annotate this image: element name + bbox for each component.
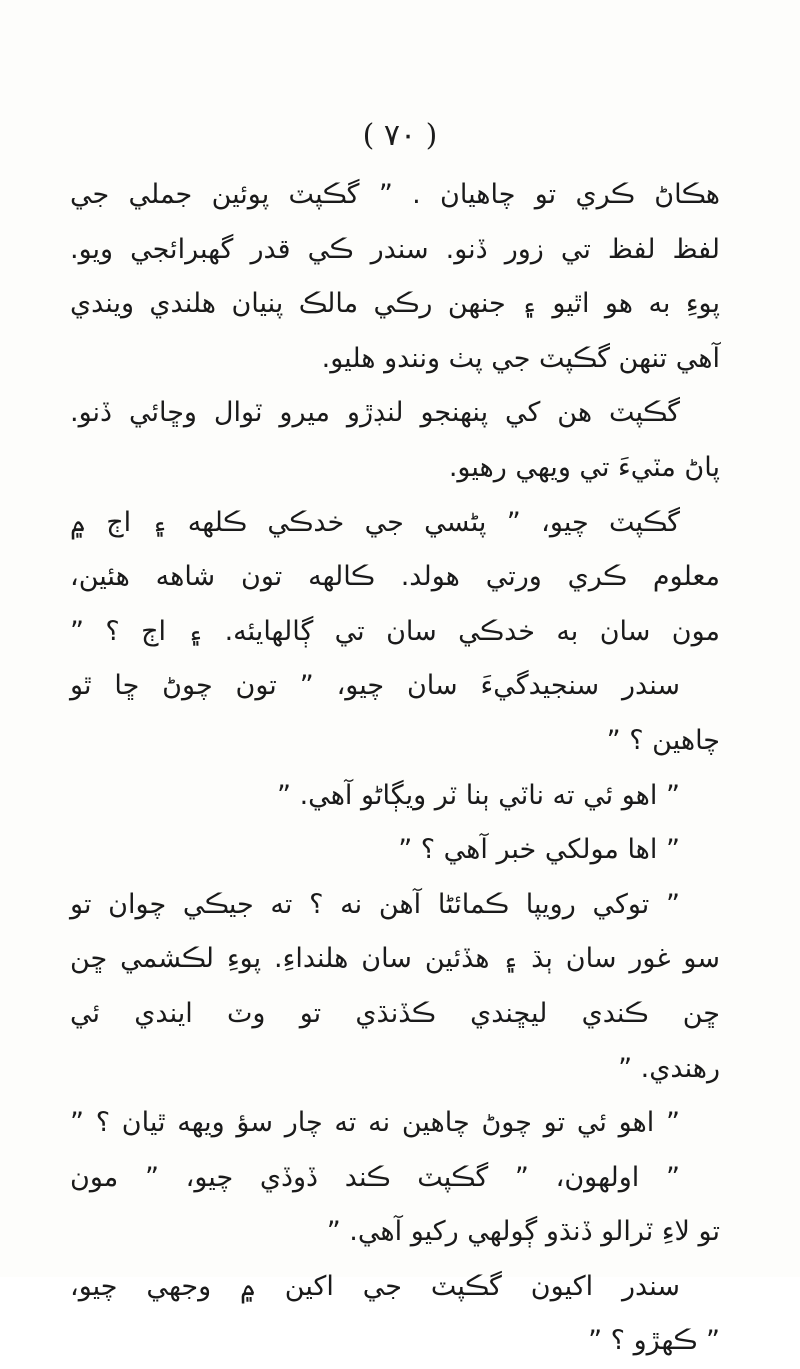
text-line: پوءِ به هو اٿيو ۽ جنهن رڪي مالڪ پنيان هلندي ويندي xyxy=(70,288,720,320)
page-number: ( ٧٠ ) xyxy=(362,118,438,153)
text-line: هڪاڻ ڪري تو چاهيان . ” گڪپٽ پوئين جملي جي xyxy=(70,179,720,210)
text-line: ” اولهون، ” گڪپٽ ڪند ڏوڏي چيو، ” مون xyxy=(70,1161,680,1193)
text-line: تو لاءِ ٽرالو ڏنڌو ڳولهي رکيو آهي. ” xyxy=(326,1216,720,1248)
text-line: پاڻ مٽيءَ تي ويهي رهيو. xyxy=(448,451,720,483)
text-line: گڪپٽ هن کي پنهنجو لنڊڙو ميرو ٽوال وڇائي ڏنو. xyxy=(70,397,680,429)
text-line: مون سان به خدڪي سان تي ڳالهايئه. ۽ اڄ ؟ ” xyxy=(70,615,720,647)
text-line: ” توکي رويپا ڪمائڻا آهن نه ؟ ته جيڪي چوان تو xyxy=(70,888,680,920)
text-line: آهي تنهن گڪپٽ جي پٺ ونندو هليو. xyxy=(321,342,720,374)
text-line: ” ڪهڙو ؟ ” xyxy=(588,1325,720,1357)
body-text xyxy=(70,168,720,1369)
text-line: معلوم ڪري ورتي هولد. ڪالهه تون شاهه هئين، xyxy=(70,561,720,593)
text-line: سندر سنجيدگيءَ سان چيو، ” تون چوڻ ڇا ٿو xyxy=(70,670,680,702)
text-line: چاهين ؟ ” xyxy=(606,724,720,756)
text-line: ” اهو ئي ته ناٽي ٻنا ٽر ويڳاڻو آهي. ” xyxy=(277,779,680,811)
text-line: لفظ لفظ تي زور ڏنو. سندر ڪي قدر گهبرائجي ويو. xyxy=(70,233,720,265)
text-line: رهندي. ” xyxy=(618,1052,720,1084)
text-line: سندر اکيون گڪپٽ جي اکين ۾ وجهي چيو، xyxy=(70,1270,680,1302)
text-line: ” اها مولکي خبر آهي ؟ ” xyxy=(398,834,680,866)
text-line: ڇن ڪندي ليڇندي ڪڏنڌي تو وٽ ايندي ئي xyxy=(70,997,720,1029)
text-line: ” اهو ئي تو چوڻ چاهين نه ته چار سؤ ويهه ٿيان ؟ ” xyxy=(70,1107,680,1139)
text-line: گڪپٽ چيو، ” پڻسي جي خدڪي ڪلهه ۽ اڄ ۾ xyxy=(70,506,680,538)
text-line: سو غور سان ٻڌ ۽ هڏئين سان هلنداءِ. پوءِ لڪشمي ڇن xyxy=(70,943,720,975)
